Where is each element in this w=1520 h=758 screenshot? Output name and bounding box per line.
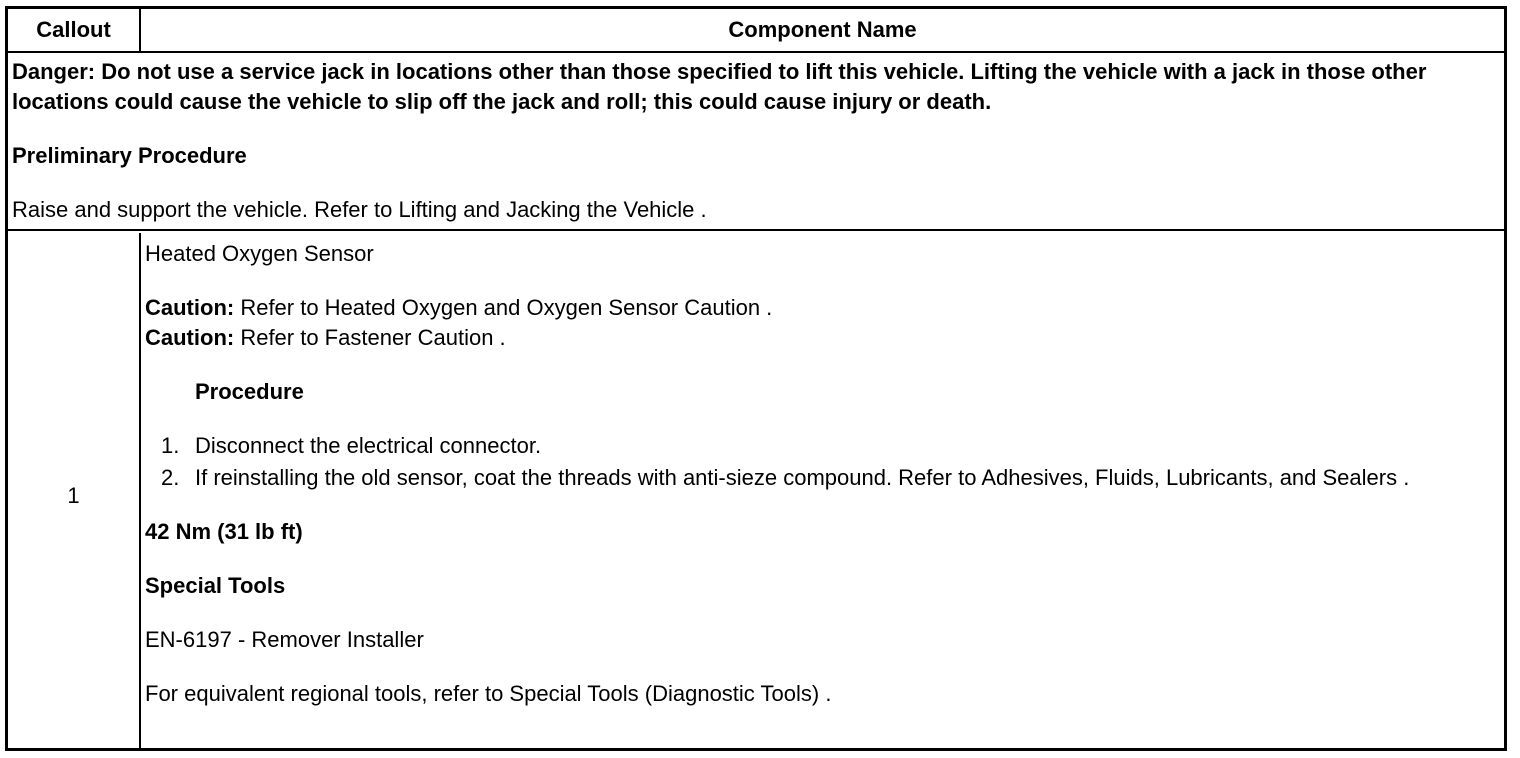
item-callout-number: 1 [67, 483, 80, 508]
table-header-row [8, 9, 1504, 53]
procedure-title: Procedure [195, 379, 304, 404]
preliminary-title: Preliminary Procedure [12, 143, 247, 168]
step-number: 1. [161, 433, 180, 458]
step-text: Disconnect the electrical connector. [195, 433, 542, 458]
procedure-step [145, 463, 1500, 493]
procedure-steps [145, 431, 1500, 493]
procedure-step [145, 431, 1500, 461]
caution-text: Refer to Heated Oxygen and Oxygen Sensor Caution . [234, 295, 773, 320]
header-callout: Callout [8, 9, 141, 51]
step-text: If reinstalling the old sensor, coat the threads with anti-sieze compound. Refer to Adhesives, Fluids, Lubricants, and Sealers . [195, 465, 1410, 490]
torque-spec: 42 Nm (31 lb ft) [145, 519, 303, 544]
caution-label: Caution: [145, 295, 235, 320]
component-name: Heated Oxygen Sensor [145, 241, 374, 266]
item-callout-cell [8, 233, 141, 748]
special-tool: EN-6197 - Remover Installer [145, 627, 424, 652]
header-component-name: Component Name [728, 17, 917, 42]
component-table [5, 6, 1507, 751]
preliminary-text: Raise and support the vehicle. Refer to Lifting and Jacking the Vehicle . [12, 197, 707, 222]
caution-text: Refer to Fastener Caution . [234, 325, 506, 350]
caution-label: Caution: [145, 325, 235, 350]
item-component-cell [145, 239, 1500, 709]
table-row [8, 233, 1504, 748]
danger-notice: Danger: Do not use a service jack in locations other than those specified to lift this vehicle. Lifting the vehicle with a jack in those other locations could cause the vehicle to slip off the jack and roll; this could cause injury or death. [12, 59, 1427, 114]
step-number: 2. [161, 465, 180, 490]
preliminary-row [8, 53, 1504, 231]
caution-line [145, 323, 1500, 353]
equivalent-tools-note: For equivalent regional tools, refer to Special Tools (Diagnostic Tools) . [145, 681, 832, 706]
caution-line [145, 293, 1500, 323]
special-tools-title: Special Tools [145, 573, 286, 598]
